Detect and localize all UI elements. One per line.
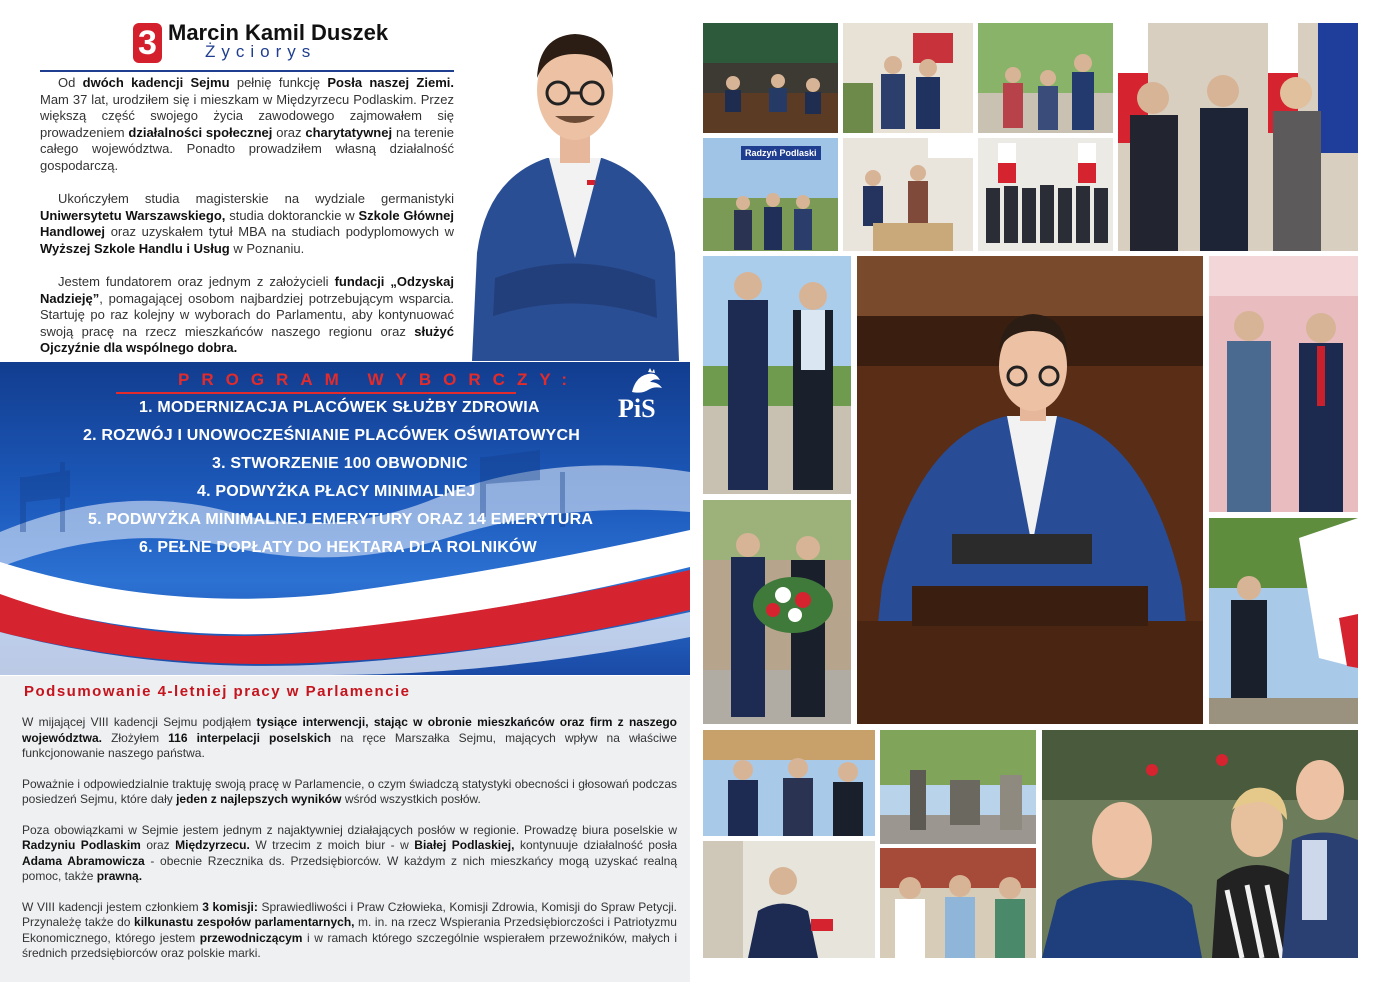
program-item: 4. PODWYŻKA PŁACY MINIMALNEJ <box>197 483 476 500</box>
photo-image <box>978 138 1113 251</box>
photo-with-first-lady <box>1042 730 1358 958</box>
photo-flag-event <box>1209 518 1358 724</box>
biography-text <box>40 75 454 374</box>
candidate-portrait <box>467 18 682 361</box>
photo-image <box>843 23 973 133</box>
bio-paragraph: Jestem fundatorem oraz jednym z założycieli fundacji „Odzyskaj Nadzieję”, pomagającej osobom najbardziej potrzebującym wsparcia. Startuję po raz kolejny w wyborach do Parlamentu, aby kontynuować swoją pracę na rzecz mieszkańców naszego regionu oraz służyć Ojczyźnie dla wspólnego dobra. <box>40 274 454 355</box>
photo-image <box>703 23 838 133</box>
party-logo-text: PiS <box>618 394 656 423</box>
candidate-name: Marcin Kamil Duszek <box>168 20 389 45</box>
section-subtitle: Życiorys <box>205 42 317 61</box>
photo-collage <box>700 0 1380 982</box>
photo-supporters <box>880 848 1036 958</box>
photo-image <box>1118 23 1358 251</box>
photo-parliament-session <box>703 23 838 133</box>
photo-image <box>703 841 875 958</box>
summary-paragraph: W VIII kadencji jestem członkiem 3 komisji: Sprawiedliwości i Praw Człowieka, Komisji Zdrowia, Komisji do Spraw Petycji. Przynależę także do kilkunastu zespołów parlamentarnych, m. in. na rzecz Wspierania Przedsiębiorczości i Patriotyzmu Ekonomicznego, którego jestem przewodniczącym i w ramach którego szczególnie wspierałem przewoźników, małych i średnich przedsiębiorców oraz polskie marki. <box>22 899 677 960</box>
photo-image <box>703 256 851 494</box>
summary-paragraph: Poza obowiązkami w Sejmie jestem jednym z najaktywniej działających posłów w regionie. Prowadzę biura poselskie w Radzyniu Podlaskim oraz Międzyrzecu. W trzecim z moich biur - w Białej Podlaskiej, kontynuuje działalność posła Adama Abramowicza - obecnie Rzecznika ds. Przedsiębiorców. W każdym z nich mieszkańcy mogą uzyskać realną pomoc, także prawną. <box>22 822 677 883</box>
election-program-banner <box>0 362 690 675</box>
photo-monument <box>880 730 1036 844</box>
party-logo <box>614 368 674 428</box>
summary-paragraph: Poważnie i odpowiedzialnie traktuję swoją pracę w Parlamencie, o czym świadczą statystyki obecności i głosowań podczas posiedzeń Sejmu, które dały jeden z najlepszych wyników wśród wszystkich posłów. <box>22 776 677 806</box>
photo-image <box>1209 518 1358 724</box>
photo-image <box>703 730 875 836</box>
photo-student-group <box>978 138 1113 251</box>
photo-radzyn-sign <box>703 138 838 251</box>
program-item: 1. MODERNIZACJA PLACÓWEK SŁUŻBY ZDROWIA <box>139 399 540 416</box>
photo-sejm-speech <box>857 256 1203 724</box>
photo-image <box>1209 256 1358 512</box>
program-item: 2. ROZWÓJ I UNOWOCZEŚNIANIE PLACÓWEK OŚWIATOWYCH <box>83 427 581 444</box>
photo-image <box>857 256 1203 724</box>
photo-media-interview <box>703 841 875 958</box>
photo-outdoor-interview <box>978 23 1113 133</box>
bio-paragraph: Ukończyłem studia magisterskie na wydziale germanistyki Uniwersytetu Warszawskiego, studia doktoranckie w Szkole Głównej Handlowej oraz uzyskałem tytuł MBA na studiach podyplomowych w Wyższej Szkole Handlu i Usług w Poznaniu. <box>40 191 454 256</box>
summary-text <box>22 715 677 977</box>
program-title-underline <box>116 392 516 394</box>
list-number-badge: 3 <box>133 23 162 63</box>
bio-paragraph: Od dwóch kadencji Sejmu pełnię funkcję Posła naszej Ziemi. Mam 37 lat, urodziłem się i mieszkam w Międzyrzecu Podlaskim. Przez większą część swojego życia zawodowego zajmowałem się prowadzeniem działalności społecznej oraz charytatywnej na terenie całego województwa. Ponadto prowadziłem własną działalność gospodarczą. <box>40 75 454 173</box>
photo-image <box>880 730 1036 844</box>
summary-paragraph: W mijającej VIII kadencji Sejmu podjąłem tysiące interwencji, stając w obronie mieszkańców oraz firm z naszego województwa. Złożyłem 116 interpelacji poselskich na ręce Marszałka Sejmu, mających wpływ na właściwe funkcjonowanie naszego państwa. <box>22 715 677 760</box>
program-item: 3. STWORZENIE 100 OBWODNIC <box>212 455 468 472</box>
program-title: PROGRAM WYBORCZY: <box>178 370 580 389</box>
photo-toast-ceremony <box>1209 256 1358 512</box>
photo-rally-crowd <box>703 730 875 836</box>
header-divider <box>40 70 454 72</box>
photo-image <box>880 848 1036 958</box>
photo-with-minister <box>703 256 851 494</box>
photo-wreath-laying <box>703 500 851 724</box>
candidate-header <box>133 20 463 68</box>
town-sign: Radzyń Podlaski <box>741 146 821 160</box>
portrait-image <box>467 18 682 361</box>
photo-with-president <box>1118 23 1358 251</box>
summary-title: Podsumowanie 4-letniej pracy w Parlamencie <box>24 683 411 700</box>
photo-image <box>703 500 851 724</box>
photo-image <box>978 23 1113 133</box>
program-item: 6. PEŁNE DOPŁATY DO HEKTARA DLA ROLNIKÓW <box>139 539 537 556</box>
photo-handshake <box>843 23 973 133</box>
photo-image <box>1042 730 1358 958</box>
photo-image <box>843 138 973 251</box>
photo-sejm-visit <box>843 138 973 251</box>
program-item: 5. PODWYŻKA MINIMALNEJ EMERYTURY ORAZ 14 EMERYTURA <box>88 511 594 528</box>
